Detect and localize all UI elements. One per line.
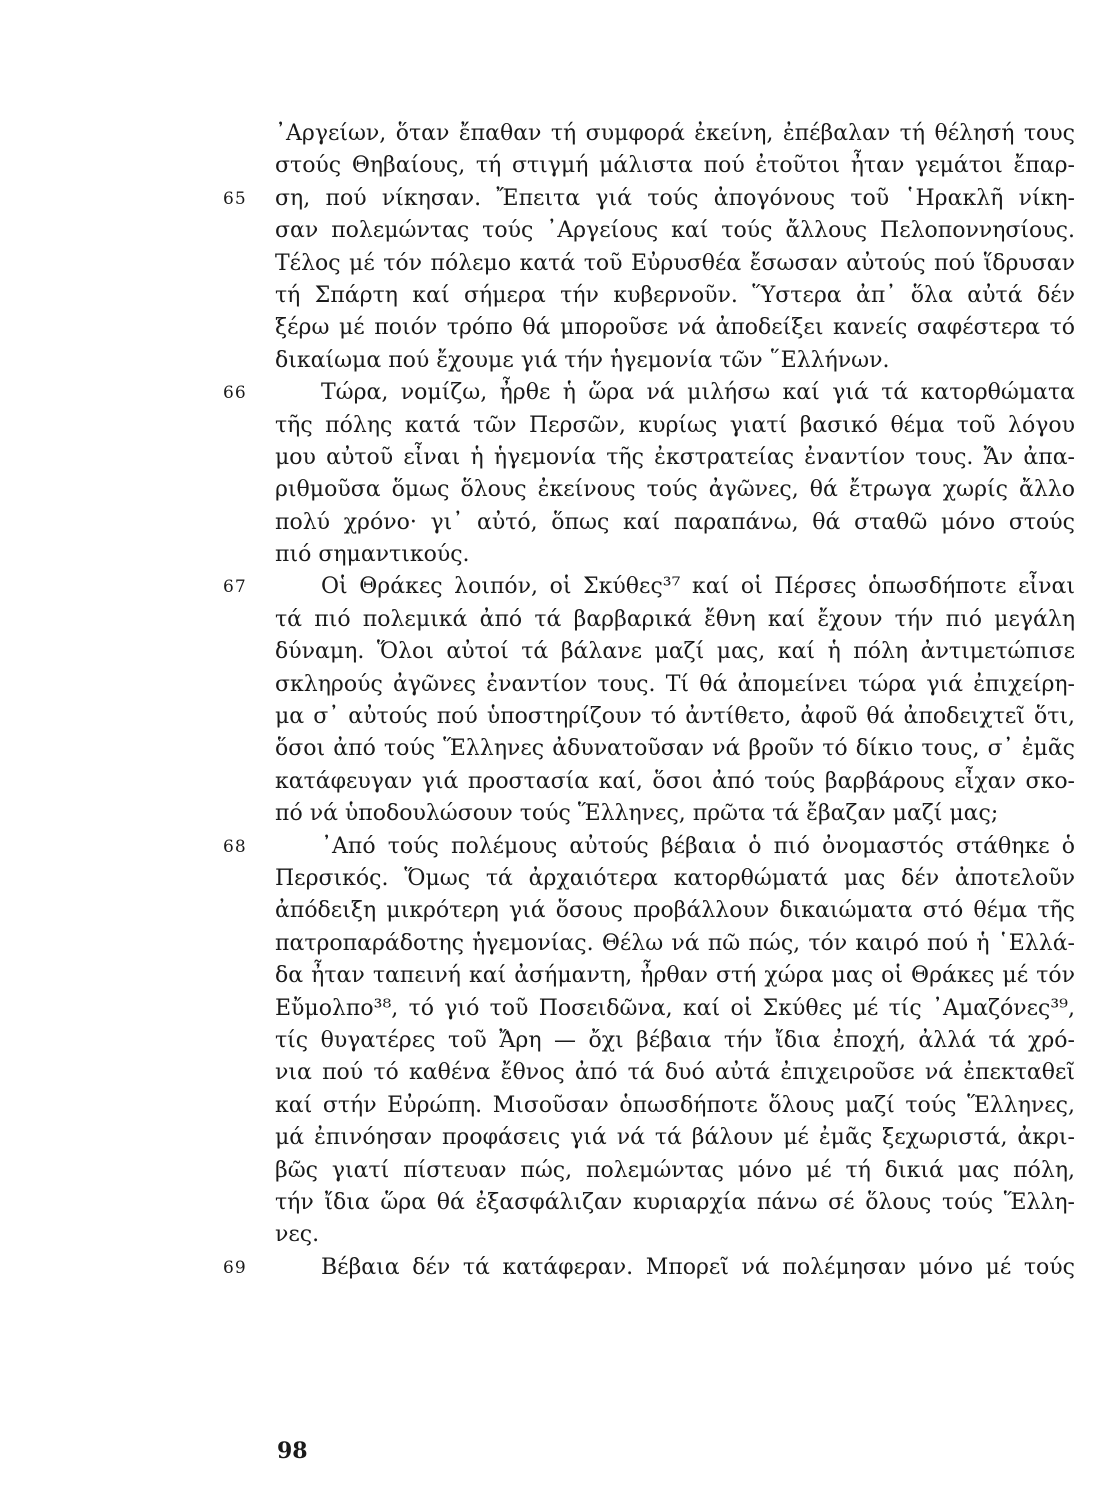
line-text: πατροπαράδοτης ἡγεμονίας. Θέλω νά πῶ πώς, τόν καιρό πού ἡ ῾Ελλά- (275, 930, 1075, 956)
line-text: τίς θυγατέρες τοῦ Ἄρη — ὄχι βέβαια τήν ἴδια ἐποχή, ἀλλά τά χρό- (275, 1027, 1075, 1053)
text-line (275, 118, 1075, 150)
text-line (275, 539, 1075, 571)
line-text: Εὔμολπο³⁸, τό γιό τοῦ Ποσειδῶνα, καί οἱ Σκύθες μέ τίς ᾿Αμαζόνες³⁹, (275, 995, 1075, 1021)
paragraph-number: 65 (223, 188, 247, 209)
text-line (275, 1122, 1075, 1154)
text-line (275, 733, 1075, 765)
line-text: τά πιό πολεμικά ἀπό τά βαρβαρικά ἔθνη καί ἔχουν τήν πιό μεγάλη (275, 606, 1075, 632)
text-line (275, 766, 1075, 798)
line-text: μα σ᾿ αὐτούς πού ὑποστηρίζουν τό ἀντίθετο, ἀφοῦ θά ἀποδειχτεῖ ὅτι, (275, 704, 1075, 730)
line-text: νια πού τό καθένα ἔθνος ἀπό τά δυό αὐτά ἐπιχειροῦσε νά ἐπεκταθεῖ (275, 1060, 1075, 1086)
line-text: δικαίωμα πού ἔχουμε γιά τήν ἡγεμονία τῶν ῞Ελλήνων. (275, 347, 890, 373)
paragraph-number: 68 (223, 836, 247, 857)
text-line (275, 215, 1075, 247)
line-text: δα ἦταν ταπεινή καί ἀσήμαντη, ἦρθαν στή χώρα μας οἱ Θράκες μέ τόν (275, 963, 1075, 989)
text-line (223, 1252, 1075, 1284)
text-line (275, 669, 1075, 701)
line-text: στούς Θηβαίους, τή στιγμή μάλιστα πού ἐτοῦτοι ἦταν γεμάτοι ἔπαρ- (275, 153, 1075, 179)
text-line (275, 960, 1075, 992)
line-text: μου αὐτοῦ εἶναι ἡ ἡγεμονία τῆς ἐκστρατείας ἐναντίον τους. Ἄν ἀπα- (275, 444, 1075, 470)
text-line (275, 701, 1075, 733)
line-text: ση, πού νίκησαν. Ἔπειτα γιά τούς ἀπογόνους τοῦ ῾Ηρακλῆ νίκη- (275, 185, 1075, 211)
text-line (275, 1155, 1075, 1187)
text-line (275, 312, 1075, 344)
paragraph-number: 66 (223, 383, 247, 404)
text-line (275, 863, 1075, 895)
text-line (275, 248, 1075, 280)
text-line (275, 474, 1075, 506)
line-text: τή Σπάρτη καί σήμερα τήν κυβερνοῦν. Ὕστερα ἀπ᾿ ὅλα αὐτά δέν (275, 282, 1075, 308)
line-text: σαν πολεμώντας τούς ᾿Αργείους καί τούς ἄλλους Πελοποννησίους. (275, 218, 1075, 244)
line-text: ὅσοι ἀπό τούς Ἕλληνες ἀδυνατοῦσαν νά βροῦν τό δίκιο τους, σ᾿ ἐμᾶς (275, 736, 1075, 762)
line-text: ξέρω μέ ποιόν τρόπο θά μποροῦσε νά ἀποδείξει κανείς σαφέστερα τό (275, 315, 1075, 341)
line-text: ᾿Αργείων, ὅταν ἔπαθαν τή συμφορά ἐκείνη, ἐπέβαλαν τή θέλησή τους (275, 121, 1075, 146)
line-text: μά ἐπινόησαν προφάσεις γιά νά τά βάλουν μέ ἐμᾶς ξεχωριστά, ἀκρι- (275, 1125, 1075, 1151)
text-line (275, 798, 1075, 830)
text-line (275, 604, 1075, 636)
line-text: πό νά ὑποδουλώσουν τούς Ἕλληνες, πρῶτα τά ἔβαζαν μαζί μας; (275, 801, 999, 827)
text-line (275, 1187, 1075, 1219)
line-text: Τέλος μέ τόν πόλεμο κατά τοῦ Εὐρυσθέα ἔσωσαν αὐτούς πού ἵδρυσαν (275, 250, 1075, 276)
text-line (275, 280, 1075, 312)
line-text: ᾿Από τούς πολέμους αὐτούς βέβαια ὁ πιό ὀνομαστός στάθηκε ὁ (321, 833, 1075, 859)
text-line (275, 345, 1075, 377)
line-text: ἀπόδειξη μικρότερη γιά ὅσους προβάλλουν δικαιώματα στό θέμα τῆς (275, 898, 1075, 924)
paragraph-number: 69 (223, 1257, 247, 1278)
text-line (275, 928, 1075, 960)
text-line (275, 410, 1075, 442)
line-text: ριθμοῦσα ὅμως ὅλους ἐκείνους τούς ἀγῶνες, θά ἔτρωγα χωρίς ἄλλο (275, 477, 1075, 503)
line-text: σκληρούς ἀγῶνες ἐναντίον τους. Τί θά ἀπομείνει τώρα γιά ἐπιχείρη- (275, 671, 1075, 697)
text-line (275, 150, 1075, 182)
line-text: Τώρα, νομίζω, ἦρθε ἡ ὥρα νά μιλήσω καί γιά τά κατορθώματα (321, 380, 1075, 406)
page-number: 98 (277, 1438, 308, 1464)
line-text: καί στήν Εὐρώπη. Μισοῦσαν ὁπωσδήποτε ὅλους μαζί τούς Ἕλληνες, (275, 1092, 1075, 1118)
text-line (223, 183, 1075, 215)
text-line (275, 993, 1075, 1025)
paragraph-number: 67 (223, 577, 247, 598)
line-text: κατάφευγαν γιά προστασία καί, ὅσοι ἀπό τούς βαρβάρους εἶχαν σκο- (275, 768, 1075, 794)
text-line (275, 636, 1075, 668)
line-text: Οἱ Θράκες λοιπόν, οἱ Σκύθες³⁷ καί οἱ Πέρσες ὁπωσδήποτε εἶναι (321, 574, 1075, 600)
main-text-block (223, 118, 1075, 1284)
line-text: Βέβαια δέν τά κατάφεραν. Μπορεῖ νά πολέμησαν μόνο μέ τούς (321, 1254, 1075, 1280)
text-line (275, 1219, 1075, 1251)
line-text: δύναμη. Ὅλοι αὐτοί τά βάλανε μαζί μας, καί ἡ πόλη ἀντιμετώπισε (275, 639, 1075, 665)
line-text: πολύ χρόνο· γι᾿ αὐτό, ὅπως καί παραπάνω, θά σταθῶ μόνο στούς (275, 509, 1075, 535)
text-line (223, 831, 1075, 863)
line-text: τῆς πόλης κατά τῶν Περσῶν, κυρίως γιατί βασικό θέμα τοῦ λόγου (275, 412, 1075, 438)
line-text: Περσικός. Ὅμως τά ἀρχαιότερα κατορθώματά μας δέν ἀποτελοῦν (275, 865, 1075, 891)
text-line (275, 1025, 1075, 1057)
text-line (275, 1057, 1075, 1089)
text-line (275, 442, 1075, 474)
line-text: πιό σημαντικούς. (275, 542, 470, 568)
text-line (223, 377, 1075, 409)
line-text: τήν ἴδια ὥρα θά ἐξασφάλιζαν κυριαρχία πάνω σέ ὅλους τούς Ἕλλη- (275, 1189, 1075, 1215)
line-text: βῶς γιατί πίστευαν πώς, πολεμώντας μόνο μέ τή δικιά μας πόλη, (275, 1157, 1075, 1183)
text-line (223, 571, 1075, 603)
line-text: νες. (275, 1222, 320, 1248)
text-line (275, 895, 1075, 927)
text-line (275, 507, 1075, 539)
text-line (275, 1090, 1075, 1122)
